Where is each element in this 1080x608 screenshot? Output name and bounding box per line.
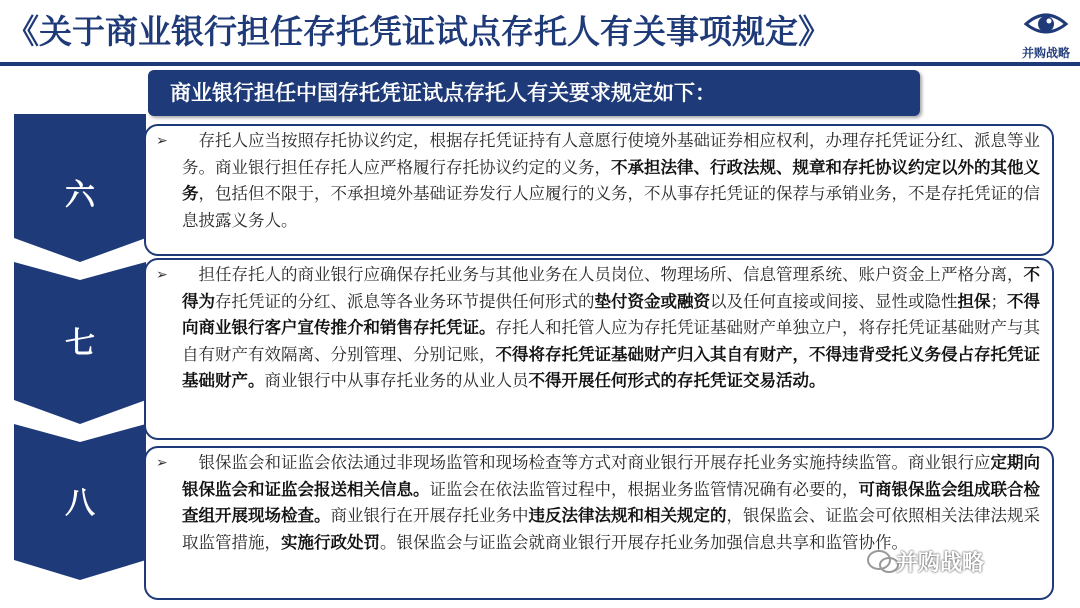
wechat-icon	[866, 549, 900, 575]
emphasis-text: 违反法律法规和相关规定的	[528, 506, 727, 525]
body-text: 银保监会和证监会依法通过非现场监管和现场检查等方式对商业银行开展存托业务实施持续监管。商业银行应	[198, 453, 991, 472]
logo	[1016, 6, 1076, 60]
body-text: 以及任何直接或间接、显性或隐性	[710, 291, 958, 311]
emphasis-text: 不承担法律、行政法规、规章和存托协议约定以外的其他义务	[182, 157, 1040, 203]
emphasis-text: 担保	[957, 291, 991, 311]
section-label-8	[14, 424, 146, 580]
emphasis-text: 不得将存托凭证基础财产归入其自有财产，不得违背受托义务侵占存托凭证基础财产。	[182, 344, 1040, 390]
page-title: 《关于商业银行担任存托凭证试点存托人有关事项规定》	[6, 12, 831, 51]
section-label-text: 八	[65, 486, 95, 521]
emphasis-text: 实施行政处罚	[281, 532, 380, 552]
body-text: ，银保监会、证监会可依照相关法律法规采取监管措施，	[182, 506, 1040, 552]
body-text: 商业银行中从事存托业务的从业人员	[264, 371, 529, 390]
body-text: 担任存托人的商业银行应确保存托业务与其他业务在人员岗位、物理场所、信息管理系统、账户资金上严格分离，	[198, 265, 1024, 284]
body-text: ；	[990, 291, 1007, 311]
body-text: 存托凭证的分红、派息等各业务环节提供任何形式的	[215, 291, 595, 311]
section-label-7	[14, 262, 146, 424]
emphasis-text: 垫付资金或融资	[594, 291, 710, 311]
section-box-7	[144, 258, 1054, 440]
body-text: 证监会在依法监管过程中，根据业务监管情况确有必要的，	[429, 479, 859, 499]
bullet-arrow-icon: ➢	[156, 267, 168, 283]
bullet-arrow-icon: ➢	[156, 455, 168, 471]
section-box-6	[144, 124, 1054, 256]
emphasis-text: 可商银保监会组成联合检查组开展现场检查。	[182, 479, 1040, 525]
body-text: 。银保监会与证监会就商业银行开展存托业务加强信息共享和监管协作。	[380, 532, 908, 552]
watermark: 并购战略	[896, 551, 985, 576]
emphasis-text: 不得向商业银行客户宣传推介和销售存托凭证。	[182, 291, 1040, 337]
logo-text: 并购战略	[1021, 46, 1070, 60]
section-text	[182, 262, 1044, 395]
body-text: 存托人应当按照存托协议约定，根据存托凭证持有人意愿行使境外基础证券相应权利，办理存托凭证分红、派息等业务。商业银行担任存托人应严格履行存托协议约定的义务，	[182, 131, 1040, 177]
body-text: 商业银行在开展存托业务中	[330, 506, 529, 525]
section-text	[182, 128, 1044, 234]
section-text	[182, 450, 1044, 556]
subheading: 商业银行担任中国存托凭证试点存托人有关要求规定如下：	[148, 70, 920, 116]
section-label-text: 六	[65, 178, 95, 213]
emphasis-text: 不得开展任何形式的存托凭证交易活动。	[528, 371, 826, 390]
section-label-6	[14, 114, 146, 262]
emphasis-text: 定期向银保监会和证监会报送相关信息。	[182, 453, 1040, 499]
body-text: 存托人和托管人应为存托凭证基础财产单独立户，将存托凭证基础财产与其自有财产有效隔离、分别管理、分别记账，	[182, 318, 1040, 364]
title-divider	[0, 62, 1080, 66]
eye-icon	[1024, 6, 1068, 42]
section-label-text: 七	[65, 326, 95, 361]
emphasis-text: 不得为	[182, 265, 1040, 311]
bullet-arrow-icon: ➢	[156, 133, 168, 149]
body-text: ，包括但不限于，不承担境外基础证券发行人应履行的义务，不从事存托凭证的保荐与承销业务，不是存托凭证的信息披露义务人。	[182, 184, 1040, 230]
